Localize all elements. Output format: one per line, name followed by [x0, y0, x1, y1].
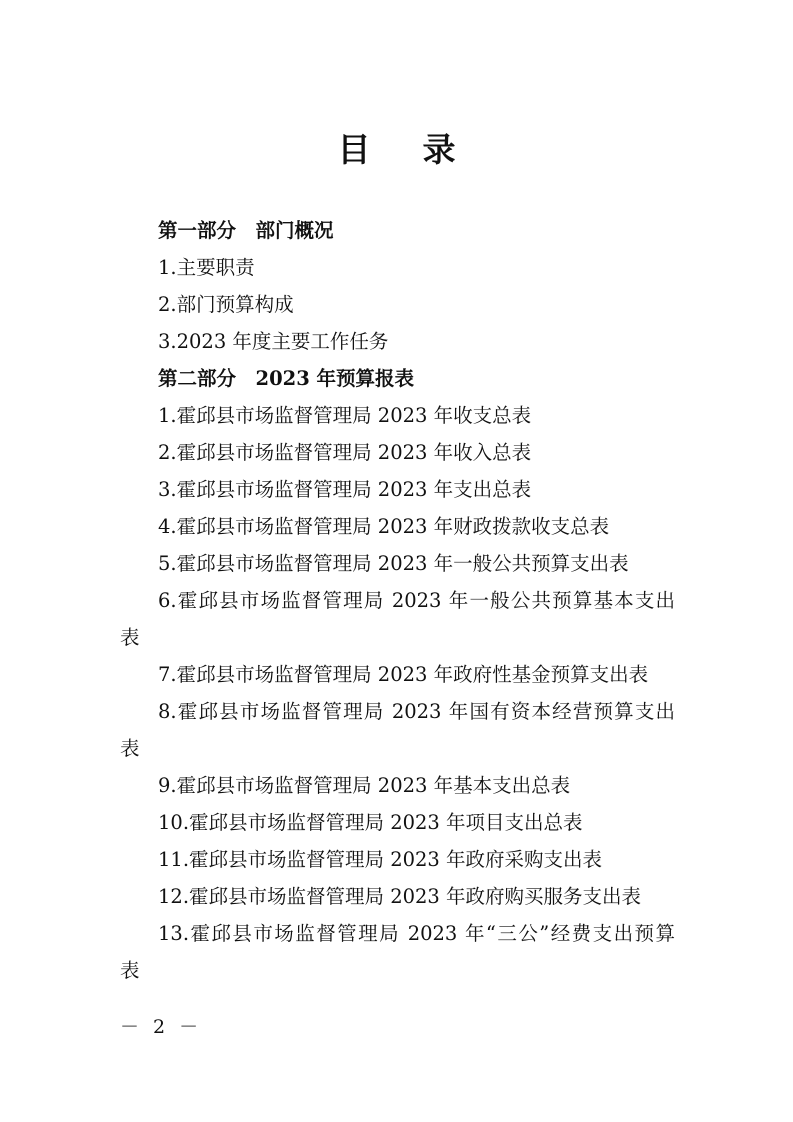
toc-item-13[interactable]	[120, 915, 675, 989]
page-title: 目录	[337, 130, 508, 169]
toc-part1-heading[interactable]: 第一部分 部门概况	[158, 219, 334, 242]
toc-item-13-line2: 表	[120, 959, 140, 982]
toc-item-2[interactable]: 2.霍邱县市场监督管理局 2023 年收入总表	[158, 441, 532, 464]
toc-item-6-line1: 6.霍邱县市场监督管理局 2023 年一般公共预算基本支出	[158, 589, 675, 612]
toc-item-13-line1: 13.霍邱县市场监督管理局 2023 年“三公”经费支出预算	[158, 922, 675, 945]
page-number: － 2 －	[120, 1016, 203, 1038]
toc-item-12[interactable]: 12.霍邱县市场监督管理局 2023 年政府购买服务支出表	[158, 885, 642, 908]
toc-item-8-line1: 8.霍邱县市场监督管理局 2023 年国有资本经营预算支出	[158, 700, 675, 723]
table-of-contents	[120, 212, 675, 989]
toc-item-8[interactable]	[120, 693, 675, 767]
toc-item-10[interactable]: 10.霍邱县市场监督管理局 2023 年项目支出总表	[158, 811, 583, 834]
toc-item-9[interactable]: 9.霍邱县市场监督管理局 2023 年基本支出总表	[158, 774, 571, 797]
toc-item-main-tasks[interactable]: 3.2023 年度主要工作任务	[158, 330, 389, 353]
toc-part2-heading[interactable]: 第二部分 2023 年预算报表	[158, 367, 415, 390]
toc-item-6[interactable]	[120, 582, 675, 656]
toc-item-8-line2: 表	[120, 737, 140, 760]
toc-item-7[interactable]: 7.霍邱县市场监督管理局 2023 年政府性基金预算支出表	[158, 663, 649, 686]
toc-item-1[interactable]: 1.霍邱县市场监督管理局 2023 年收支总表	[158, 404, 532, 427]
toc-item-budget-composition[interactable]: 2.部门预算构成	[158, 293, 294, 316]
toc-item-duties[interactable]: 1.主要职责	[158, 256, 255, 279]
toc-item-4[interactable]: 4.霍邱县市场监督管理局 2023 年财政拨款收支总表	[158, 515, 610, 538]
toc-item-5[interactable]: 5.霍邱县市场监督管理局 2023 年一般公共预算支出表	[158, 552, 629, 575]
toc-item-3[interactable]: 3.霍邱县市场监督管理局 2023 年支出总表	[158, 478, 532, 501]
toc-item-6-line2: 表	[120, 626, 140, 649]
toc-item-11[interactable]: 11.霍邱县市场监督管理局 2023 年政府采购支出表	[158, 848, 603, 871]
